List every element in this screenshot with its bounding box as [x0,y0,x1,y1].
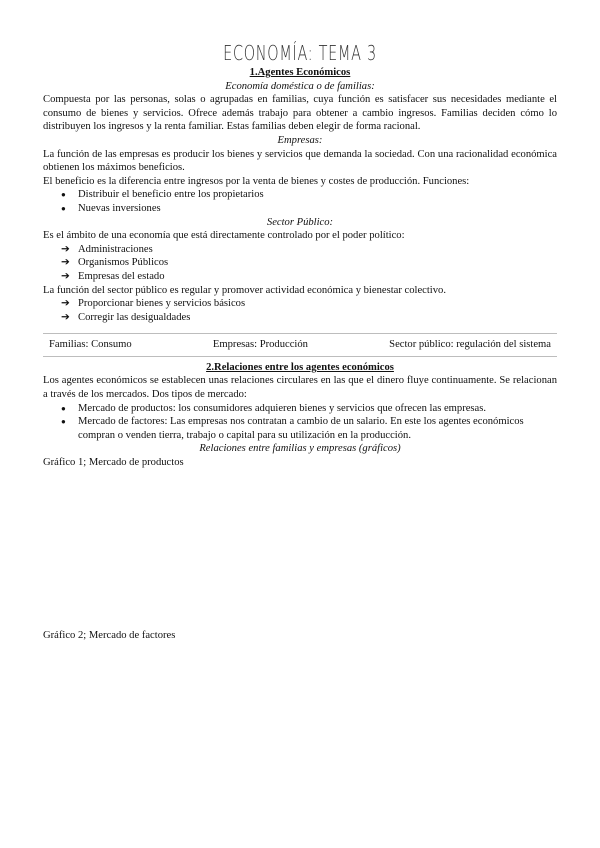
arrow-icon: ➔ [61,298,70,310]
empresas-functions-list [43,188,557,215]
sector-text-2: La función del sector público es regular y promover actividad económica y bienestar colectivo. [43,284,446,296]
arrow-icon: ➔ [61,311,70,323]
empresas-subtitle: Empresas: [277,134,323,146]
bullet-icon: ● [61,403,66,413]
bullet-icon: ● [61,417,66,427]
list-item: ➔ Empresas del estado [61,270,165,282]
sector-text-1: Es el ámbito de una economía que está directamente controlado por el poder político: [43,230,405,242]
list-item: ● Nuevas inversiones [61,202,161,214]
summary-empresas: Empresas: Producción [212,339,308,351]
page-title: ECONOMÍA: TEMA 3 [223,41,377,65]
summary-row [43,334,557,356]
summary-familias: Familias: Consumo [49,339,132,351]
divider [43,356,557,357]
familias-subtitle: Economía doméstica o de familias: [225,80,375,92]
list-item: ● Mercado de factores: Las empresas nos contratan a cambio de un salario. En este los agentes económicos compran o venden tierra, trabajo o capital para su utilización en la producción. [61,416,524,441]
list-item: ➔ Organismos Públicos [61,257,169,269]
sector-list-2 [43,297,557,324]
summary-sector: Sector público: regulación del sistema [389,339,551,351]
list-item: ➔ Proporcionar bienes y servicios básicos [61,298,246,310]
list-item: ● Mercado de productos: los consumidores adquieren bienes y servicios que ofrecen las empresas. [61,402,487,414]
bullet-icon: ● [61,190,66,200]
graphs-subtitle: Relaciones entre familias y empresas (gráficos) [199,443,401,455]
list-item: ➔ Administraciones [61,243,153,255]
arrow-icon: ➔ [61,243,70,255]
arrow-icon: ➔ [61,270,70,282]
list-item: ➔ Corregir las desigualdades [61,311,191,323]
section2-heading: 2.Relaciones entre los agentes económicos [206,361,394,373]
graph1-label: Gráfico 1; Mercado de productos [43,457,184,469]
section1-heading: 1.Agentes Económicos [249,67,351,78]
empresas-text-1: La función de las empresas es producir los bienes y servicios que demanda la sociedad. Con una racionalidad económica obtienen los máximos beneficios. [43,148,557,174]
section2-text: Los agentes económicos se establecen unas relaciones circulares en las que el dinero fluye continuamente. Se relacionan a través de los mercados. Dos tipos de mercado: [43,375,557,401]
graph1-area [43,470,557,629]
sector-subtitle: Sector Público: [266,216,334,228]
mercados-list [43,402,557,443]
familias-text: Compuesta por las personas, solas o agrupadas en familias, cuya función es satisfacer sus necesidades mediante el consumo de bienes y servicios. Ofrece además trabajo para obtener a cambio ingresos. Familias deciden cómo lo distribuyen los ingresos y la renta familiar. Estas familias deben elegir de forma racional. [43,94,557,133]
list-item: ● Distribuir el beneficio entre los propietarios [61,189,264,201]
arrow-icon: ➔ [61,257,70,269]
graph2-label: Gráfico 2; Mercado de factores [43,629,176,641]
sector-list-1 [43,243,557,284]
bullet-icon: ● [61,203,66,213]
document-page [43,40,557,642]
empresas-text-2: El beneficio es la diferencia entre ingresos por la venta de bienes y costes de producción. Funciones: [43,175,470,187]
